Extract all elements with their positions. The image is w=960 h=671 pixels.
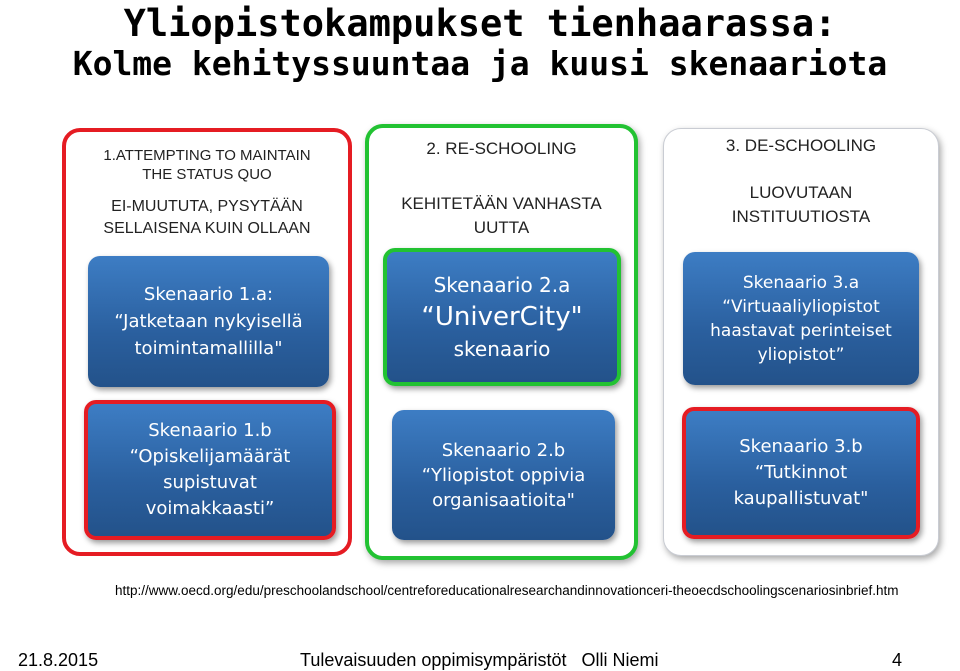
column-heading <box>664 135 938 157</box>
scenario-text: supistuvat <box>163 472 257 493</box>
scenario-3b-box <box>682 407 920 539</box>
scenario-label: Skenaario 1.a: <box>143 284 274 305</box>
heading-line: INSTITUUTIOSTA <box>731 207 871 226</box>
footer-page-number: 4 <box>892 650 903 670</box>
heading-line: EI-MUUTUTA, PYSYTÄÄN <box>111 198 303 215</box>
scenario-text: toimintamallilla" <box>134 338 283 359</box>
scenario-2a-box <box>383 248 621 386</box>
heading-line: KEHITETÄÄN VANHASTA <box>401 194 602 213</box>
scenario-text: voimakkaasti” <box>145 498 275 519</box>
scenario-text: organisaatioita" <box>432 489 575 511</box>
heading-line: UUTTA <box>473 218 530 237</box>
scenario-3a-box <box>683 252 919 385</box>
scenario-text: kaupallistuvat" <box>733 488 869 509</box>
slide-title-line-1: Yliopistokampukset tienhaarassa: <box>123 2 837 45</box>
heading-line: 1.ATTEMPTING TO MAINTAIN <box>103 147 311 164</box>
scenario-label: Skenaario 1.b <box>148 420 272 441</box>
scenario-text: “Tutkinnot <box>754 462 848 483</box>
heading-line: SELLAISENA KUIN OLLAAN <box>103 220 311 237</box>
footer-date: 21.8.2015 <box>18 650 99 670</box>
scenario-text: “Jatketaan nykyisellä <box>114 311 303 332</box>
scenario-text: yliopistot” <box>757 344 845 365</box>
column-subheading <box>664 181 938 229</box>
scenario-1b-box <box>84 400 336 540</box>
scenario-text: “Yliopistot oppivia <box>421 464 586 486</box>
scenario-text: “Opiskelijamäärät <box>129 446 291 467</box>
scenario-label: Skenaario 3.b <box>739 436 863 457</box>
column-subheading <box>66 196 348 240</box>
source-link[interactable]: http://www.oecd.org/edu/preschoolandschool/centreforeducationalresearchandinnovationceri-theoecdschoolingscenariosinbrief.htm <box>115 583 899 598</box>
heading-line: LUOVUTAAN <box>749 183 853 202</box>
column-heading <box>66 146 348 184</box>
column-subheading <box>369 192 634 240</box>
scenario-text: “Virtuaaliyliopistot <box>722 296 880 317</box>
column-heading <box>369 138 634 160</box>
heading-line: THE STATUS QUO <box>142 166 272 183</box>
slide-title-line-2: Kolme kehityssuuntaa ja kuusi skenaariota <box>72 44 888 83</box>
scenario-label: Skenaario 2.a <box>433 273 571 297</box>
scenario-label: Skenaario 2.b <box>441 439 566 461</box>
scenario-1a-box <box>88 256 329 387</box>
scenario-text: skenaario <box>453 337 551 361</box>
footer-center-text: Tulevaisuuden oppimisympäristöt Olli Niemi <box>300 650 659 670</box>
scenario-2b-box <box>392 410 615 540</box>
scenario-label: Skenaario 3.a <box>742 272 860 293</box>
heading-line: 3. DE-SCHOOLING <box>725 136 877 155</box>
scenario-text: haastavat perinteiset <box>710 320 892 341</box>
heading-line: 2. RE-SCHOOLING <box>426 139 577 158</box>
scenario-title: “UniverCity" <box>421 302 583 332</box>
